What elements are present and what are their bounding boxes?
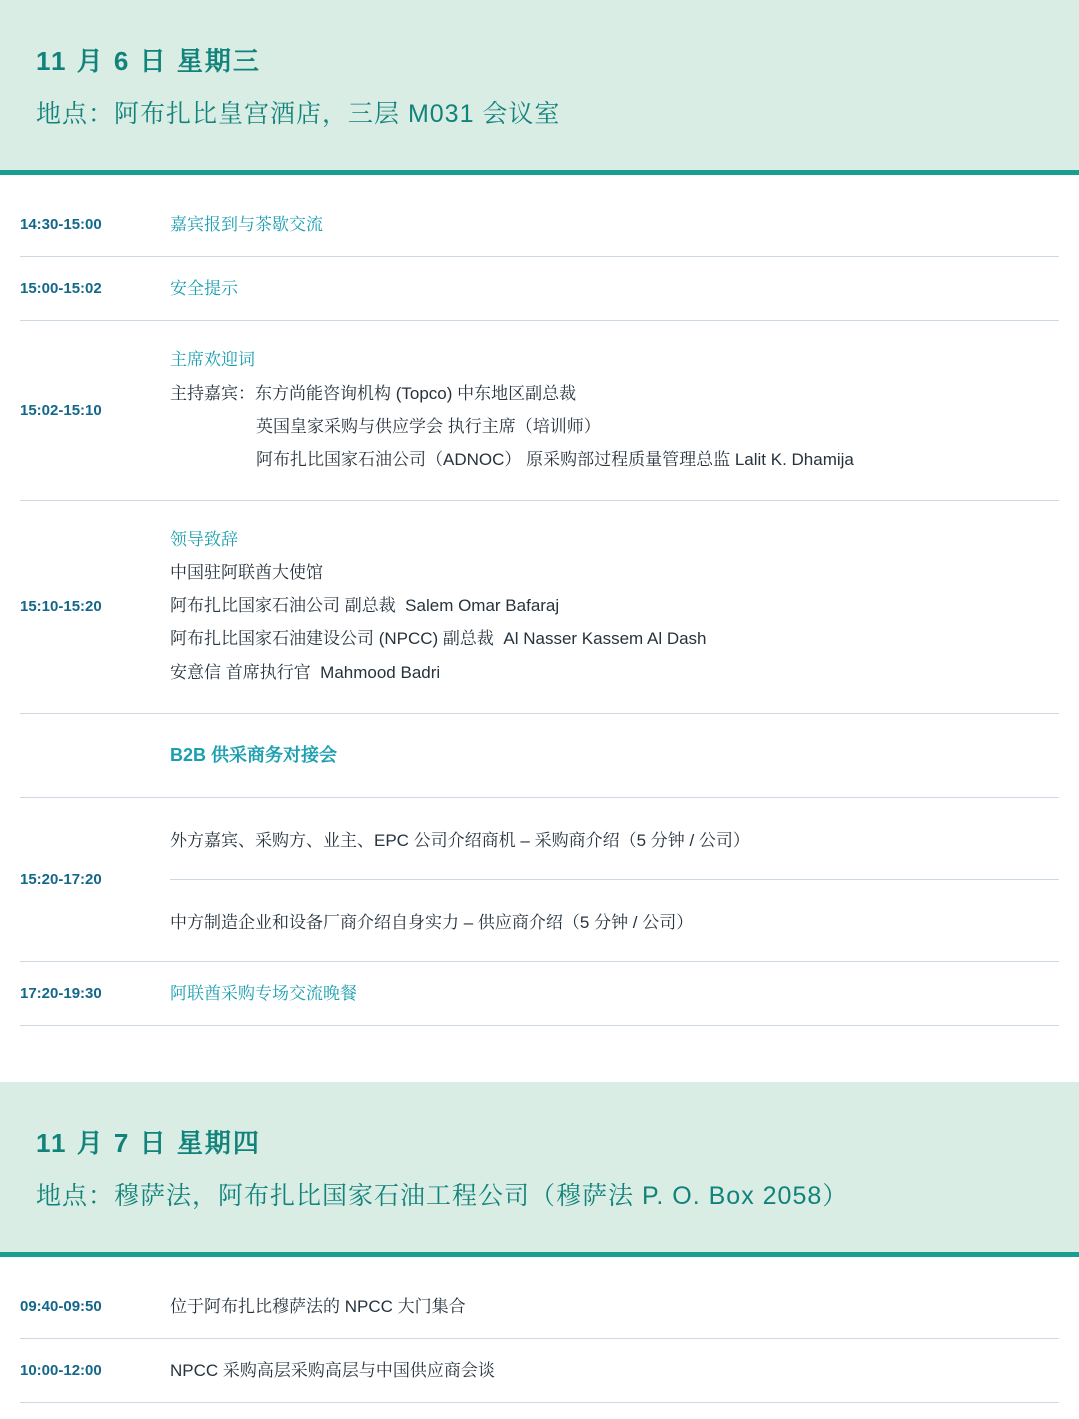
agenda-row [20,962,1059,1026]
row-line: 安全提示 [170,279,238,299]
row-content [170,193,1059,256]
day-banner-2 [0,1082,1079,1257]
row-content [170,321,1059,500]
agenda-row [20,257,1059,321]
row-line: 阿布扎比国家石油建设公司 (NPCC) 副总裁 Al Nasser Kassem Al Dash [170,629,707,649]
row-time: 15:10-15:20 [20,598,102,616]
row-line: B2B 供采商务对接会 [170,744,338,765]
agenda-row-b2b-header [20,714,1059,798]
day-venue: 地点：阿布扎比皇宫酒店，三层 M031 会议室 [36,100,561,129]
row-content [170,1339,1059,1402]
row-content [170,257,1059,320]
agenda-row [20,193,1059,257]
row-content [170,501,1059,713]
agenda-row [20,1275,1059,1339]
spacer [0,175,1079,193]
row-line: 位于阿布扎比穆萨法的 NPCC 大门集合 [170,1297,466,1317]
day-title: 11 月 7 日 星期四 [36,1127,261,1158]
row-subitem: 中方制造企业和设备厂商介绍自身实力 – 供应商介绍（5 分钟 / 公司） [170,879,1059,961]
row-line: 嘉宾报到与茶歇交流 [170,215,323,235]
row-line: 阿联酋采购专场交流晚餐 [170,983,357,1003]
agenda-row-b2b-items [20,798,1059,962]
row-line: 主席欢迎词 [170,350,255,370]
agenda-row [20,501,1059,714]
row-content [170,962,1059,1025]
row-time: 14:30-15:00 [20,216,102,234]
row-time: 15:00-15:02 [20,280,102,298]
row-line: 阿布扎比国家石油公司（ADNOC） 原采购部过程质量管理总监 Lalit K. Dhamija [256,449,854,469]
row-line: 阿布扎比国家石油公司 副总裁 Salem Omar Bafaraj [170,596,560,616]
row-line: 中国驻阿联酋大使馆 [170,563,323,583]
agenda-row [20,1339,1059,1403]
row-content [170,798,1059,961]
row-time: 17:20-19:30 [20,984,102,1002]
day-title: 11 月 6 日 星期三 [36,46,261,76]
spacer [0,1257,1079,1275]
row-content [170,1275,1059,1338]
row-time: 09:40-09:50 [20,1298,102,1316]
row-time: 15:20-17:20 [20,870,102,888]
row-line: 领导致辞 [170,530,238,549]
schedule-day-1 [0,193,1079,1025]
row-line: 主持嘉宾：东方尚能咨询机构 (Topco) 中东地区副总裁 [170,383,577,403]
agenda-row [20,321,1059,501]
day-banner-1 [0,0,1079,175]
row-time: 15:02-15:10 [20,402,102,420]
row-subitem: 外方嘉宾、采购方、业主、EPC 公司介绍商机 – 采购商介绍（5 分钟 / 公司） [170,830,750,850]
spacer [0,1026,1079,1082]
row-line: 英国皇家采购与供应学会 执行主席（培训师） [256,416,601,436]
row-time [20,714,170,797]
row-line: NPCC 采购高层采购高层与中国供应商会谈 [170,1361,495,1381]
day-venue: 地点：穆萨法，阿布扎比国家石油工程公司（穆萨法 P. O. Box 2058） [36,1181,849,1210]
row-content [170,714,1059,797]
row-line: 安意信 首席执行官 Mahmood Badri [170,662,441,682]
schedule-day-2 [0,1275,1079,1403]
row-time: 10:00-12:00 [20,1362,102,1380]
